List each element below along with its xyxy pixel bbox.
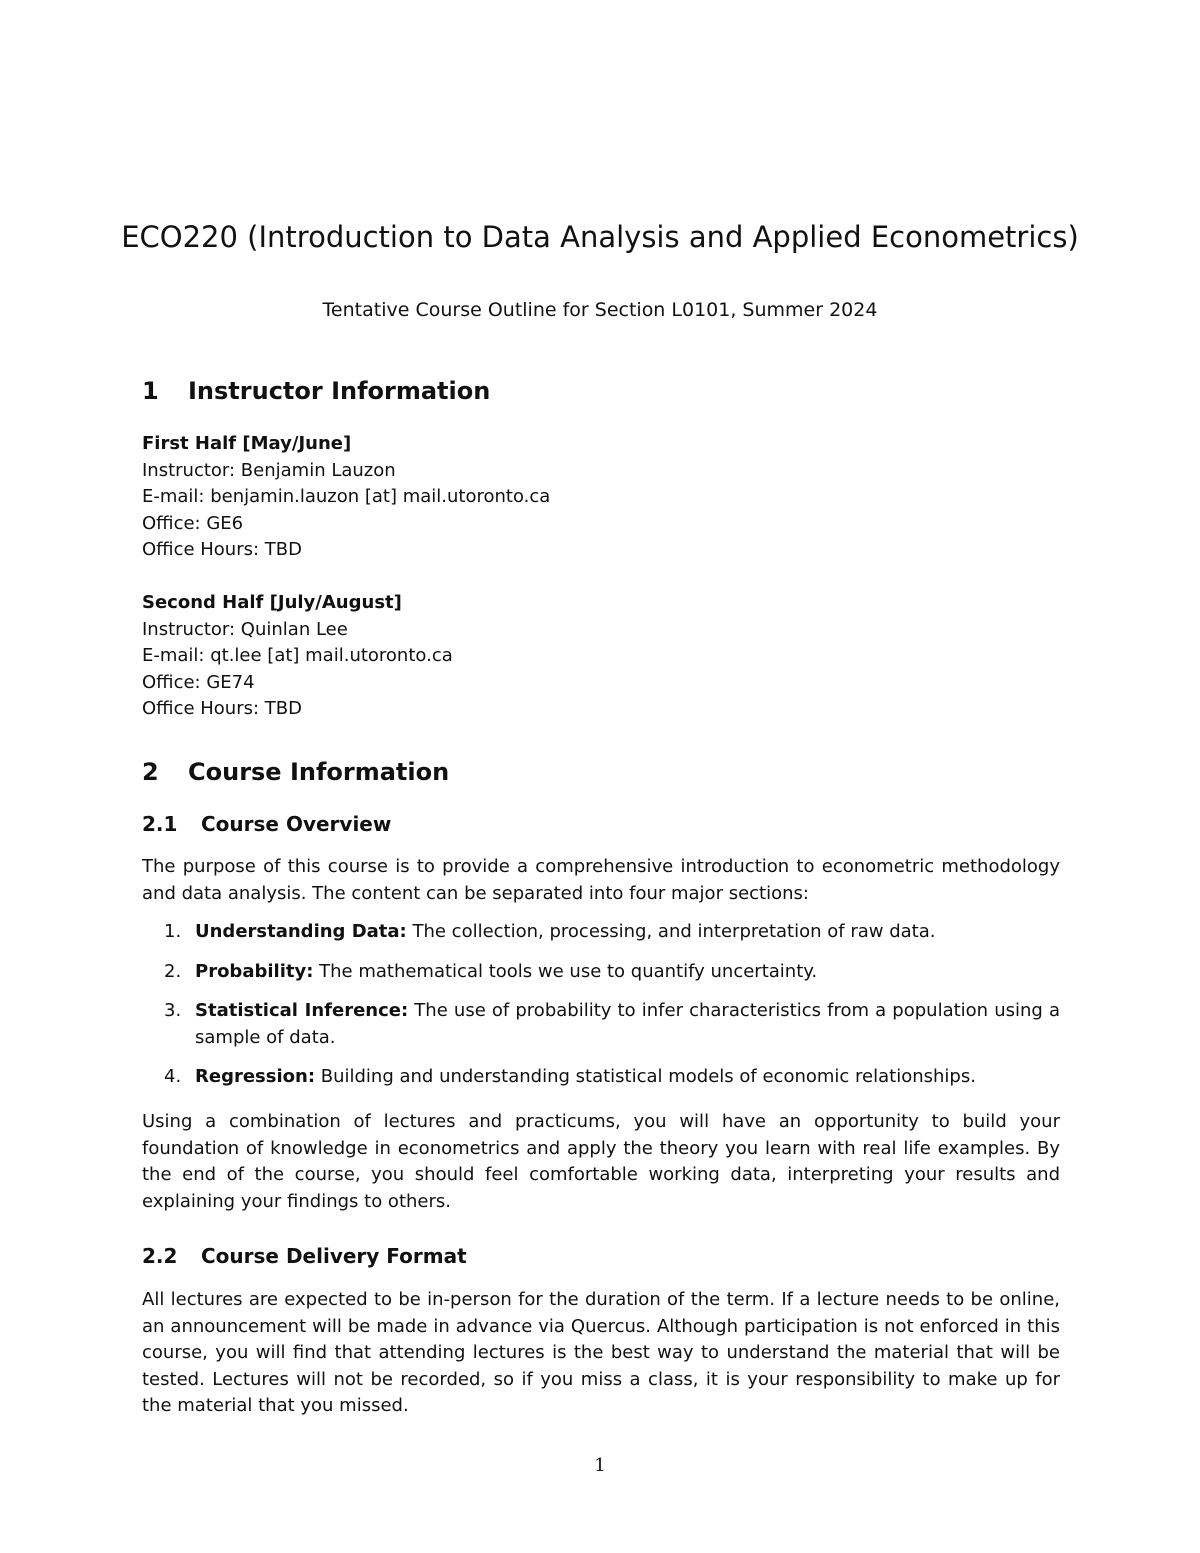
first-half-instructor: Instructor: Benjamin Lauzon <box>142 459 396 481</box>
section-heading-course-information <box>142 758 449 786</box>
first-half-office: Office: GE6 <box>142 512 244 534</box>
list-item <box>142 959 1060 986</box>
subsection-heading-course-overview <box>142 812 391 836</box>
list-marker: 1. <box>164 921 182 942</box>
subsection-title: Course Delivery Format <box>201 1244 467 1268</box>
document-title: ECO220 (Introduction to Data Analysis and Applied Econometrics) <box>121 220 1079 254</box>
list-item-term: Regression: <box>195 1066 316 1087</box>
section-heading-instructor-information <box>142 377 490 405</box>
second-half-office: Office: GE74 <box>142 671 255 693</box>
list-item-term: Probability: <box>195 960 314 982</box>
second-half-heading: Second Half [July/August] <box>142 592 402 613</box>
list-item-text: The mathematical tools we use to quantify uncertainty. <box>313 960 818 982</box>
course-delivery-text: All lectures are expected to be in-person for the duration of the term. If a lecture needs to be online, an announcement will be made in advance via Quercus. Although participation is not enforced in this course, you will find that attending lectures is the best way to understand the material that will be tested. Lectures will not be recorded, so if you miss a class, it is your responsibility to make up for the material that you missed. <box>142 1289 1060 1416</box>
document-subtitle: Tentative Course Outline for Section L0101, Summer 2024 <box>322 299 878 321</box>
list-item <box>142 998 1060 1051</box>
list-marker: 3. <box>164 1000 182 1021</box>
subsection-title: Course Overview <box>201 812 392 836</box>
course-overview-intro: The purpose of this course is to provide a comprehensive introduction to econometric methodology and data analysis. The content can be separated into four major sections: <box>142 856 1060 904</box>
list-item <box>142 1064 1060 1091</box>
list-item-term: Understanding Data: <box>195 921 407 942</box>
course-overview-closing: Using a combination of lectures and practicums, you will have an opportunity to build your foundation of knowledge in econometrics and apply the theory you learn with real life examples. By the end of the course, you should feel comfortable working data, interpreting your results and explaining your findings to others. <box>142 1111 1060 1212</box>
page-number: 1 <box>594 1455 606 1476</box>
subsection-number: 2.1 <box>142 812 178 836</box>
section-title: Instructor Information <box>188 377 491 405</box>
section-number: 2 <box>142 758 159 786</box>
first-half-heading: First Half [May/June] <box>142 433 352 454</box>
list-item-text: The collection, processing, and interpretation of raw data. <box>406 921 936 942</box>
first-half-office-hours: Office Hours: TBD <box>142 539 302 560</box>
list-item <box>142 919 1060 946</box>
list-item-term: Statistical Inference: <box>195 1000 409 1021</box>
list-marker: 2. <box>164 960 182 982</box>
first-half-email: E-mail: benjamin.lauzon [at] mail.utoronto.ca <box>142 486 551 507</box>
list-item-text: The use of probability to infer characteristics from a population using a sample of data. <box>195 1000 1060 1048</box>
subsection-number: 2.2 <box>142 1244 178 1268</box>
second-half-instructor: Instructor: Quinlan Lee <box>142 618 348 640</box>
first-half-instructor-block <box>142 431 550 564</box>
list-item-text: Building and understanding statistical models of economic relationships. <box>315 1066 976 1087</box>
second-half-instructor-block <box>142 590 453 723</box>
second-half-office-hours: Office Hours: TBD <box>142 698 302 719</box>
section-number: 1 <box>142 377 159 405</box>
list-marker: 4. <box>164 1066 182 1087</box>
subsection-heading-course-delivery-format <box>142 1244 467 1268</box>
course-sections-list <box>142 919 1060 1104</box>
section-title: Course Information <box>188 758 450 786</box>
second-half-email: E-mail: qt.lee [at] mail.utoronto.ca <box>142 645 453 666</box>
